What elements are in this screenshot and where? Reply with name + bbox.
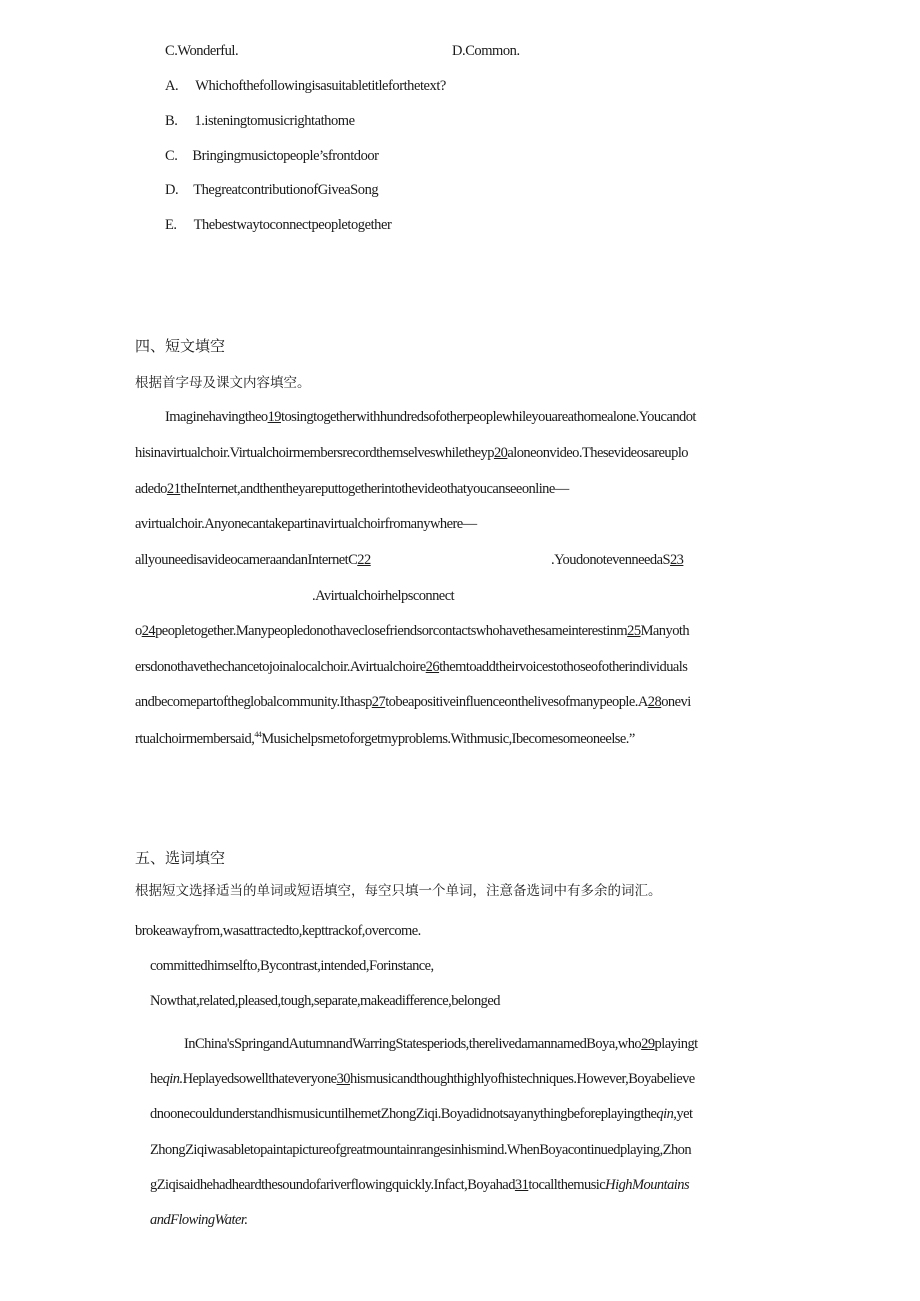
text: adedo <box>135 481 167 497</box>
passage-line <box>150 1071 695 1088</box>
text: allyouneedisavideocameraandanInternetC <box>135 552 358 568</box>
passage-line: .Avirtualchoirhelpsconnect <box>312 588 455 604</box>
text: tocallthemusic <box>528 1177 606 1193</box>
text: onevi <box>661 694 691 710</box>
section-5-heading: 五、选词填空 <box>135 849 226 867</box>
item-label: E. <box>165 217 177 233</box>
text: Heplayedsowellthateveryone <box>182 1071 337 1087</box>
text: qin, <box>656 1106 677 1122</box>
section-5-instruction: 根据短文选择适当的单词或短语填空，每空只填一个单词，注意备选词中有多余的词汇。 <box>135 883 662 899</box>
blank-28: 28 <box>647 694 662 710</box>
text: Manyoth <box>640 623 690 639</box>
passage-line <box>184 1036 698 1053</box>
text: dnoonecouldunderstandhismusicuntilhemetZhongZiqi.Boyadidnotsayanythingbeforeplayingthe <box>150 1106 657 1122</box>
passage-line <box>551 552 683 569</box>
blank-29: 29 <box>641 1036 655 1052</box>
text: tobeapositiveinfluenceonthelivesofmanypeople.A <box>385 694 648 710</box>
blank-31: 31 <box>514 1177 529 1193</box>
text: gZiqisaidhehadheardthesoundofariverflowingquickly.Infact,Boyahad <box>150 1177 515 1193</box>
text: .YoudonotevenneedaS <box>551 552 670 568</box>
passage-line <box>135 694 691 711</box>
question-item-e <box>165 217 391 234</box>
item-text: 1.isteningtomusicrightathome <box>194 113 355 129</box>
item-text: Whichofthefollowingisasuitabletitleforthetext? <box>195 78 446 94</box>
text: he <box>150 1071 163 1087</box>
passage-line: andFlowingWater. <box>150 1212 248 1228</box>
quote-mark: 44 <box>254 730 262 739</box>
passage-line <box>135 659 687 676</box>
passage-line <box>135 552 371 569</box>
passage-line <box>165 409 696 426</box>
text: hismusicandthoughthighlyofhistechniques.However,Boyabelieve <box>349 1071 695 1087</box>
passage-line <box>150 1106 692 1123</box>
blank-23: 23 <box>669 552 684 568</box>
passage-line: ZhongZiqiwasabletopaintapictureofgreatmountainrangesinhismind.WhenBoyacontinuedplaying,Zhon <box>150 1142 692 1158</box>
blank-22: 22 <box>357 552 371 568</box>
blank-19: 19 <box>267 409 281 425</box>
option-d-common: D.Common. <box>452 43 520 59</box>
word-box-line: brokeawayfrom,wasattractedto,kepttrackof,overcome. <box>135 923 421 939</box>
question-item-b <box>165 113 355 130</box>
item-text: ThegreatcontributionofGiveaSong <box>193 182 379 198</box>
text: HighMountains <box>605 1177 690 1193</box>
text: aloneonvideo.Thesevideosareuplo <box>507 445 688 461</box>
blank-27: 27 <box>371 694 386 710</box>
text: qin. <box>162 1071 183 1087</box>
text: rtualchoirmembersaid, <box>135 730 255 747</box>
item-label: B. <box>165 113 178 129</box>
passage-line <box>135 730 635 748</box>
blank-26: 26 <box>425 659 440 675</box>
passage-line <box>150 1177 689 1194</box>
text: Imaginehavingtheo <box>165 409 268 425</box>
blank-25: 25 <box>627 623 641 639</box>
word-box-line: committedhimselfto,Bycontrast,intended,Forinstance, <box>150 958 434 974</box>
text: o <box>135 623 142 639</box>
text: hisinavirtualchoir.Virtualchoirmembersrecordthemselveswhiletheyp <box>135 445 494 461</box>
item-label: A. <box>165 78 179 94</box>
question-item-a <box>165 78 446 95</box>
blank-20: 20 <box>493 445 508 461</box>
blank-21: 21 <box>166 481 181 497</box>
text: peopletogether.Manypeopledonothaveclosefriendsorcontactswhohavethesameinterestinm <box>155 623 628 639</box>
text: playingt <box>654 1036 698 1052</box>
passage-line <box>135 623 689 640</box>
text: tosingtogetherwithhundredsofotherpeoplewhileyouareathomealone.Youcandot <box>281 409 696 425</box>
text: andbecomepartoftheglobalcommunity.Ithasp <box>135 694 372 710</box>
text: Musichelpsmetoforgetmyproblems.Withmusic,Ibecomesomeoneelse.” <box>261 730 635 747</box>
text: themtoaddtheirvoicestothoseofotherindividuals <box>439 659 688 675</box>
text: ersdonothavethechancetojoinalocalchoir.Avirtualchoire <box>135 659 426 675</box>
word-box-line: Nowthat,related,pleased,tough,separate,makeadifference,belonged <box>150 993 500 1009</box>
passage-line: avirtualchoir.Anyonecantakepartinavirtualchoirfromanywhere— <box>135 516 477 532</box>
item-text: Bringingmusictopeople’sfrontdoor <box>192 148 379 164</box>
item-label: C. <box>165 148 178 164</box>
item-text: Thebestwaytoconnectpeopletogether <box>193 217 392 233</box>
passage-line <box>135 481 569 498</box>
option-c-wonderful: C.Wonderful. <box>165 43 239 59</box>
section-4-heading: 四、短文填空 <box>135 337 226 355</box>
blank-30: 30 <box>336 1071 350 1087</box>
passage-line <box>135 445 688 462</box>
question-item-c <box>165 148 379 165</box>
text: theInternet,andthentheyareputtogetherintothevideothatyoucanseeonline— <box>180 481 569 497</box>
section-4-instruction: 根据首字母及课文内容填空。 <box>135 375 311 391</box>
question-item-d <box>165 182 378 199</box>
text: yet <box>676 1106 693 1122</box>
item-label: D. <box>165 182 179 198</box>
text: InChina'sSpringandAutumnandWarringStatesperiods,therelivedamannamedBoya,who <box>184 1036 642 1052</box>
blank-24: 24 <box>141 623 156 639</box>
